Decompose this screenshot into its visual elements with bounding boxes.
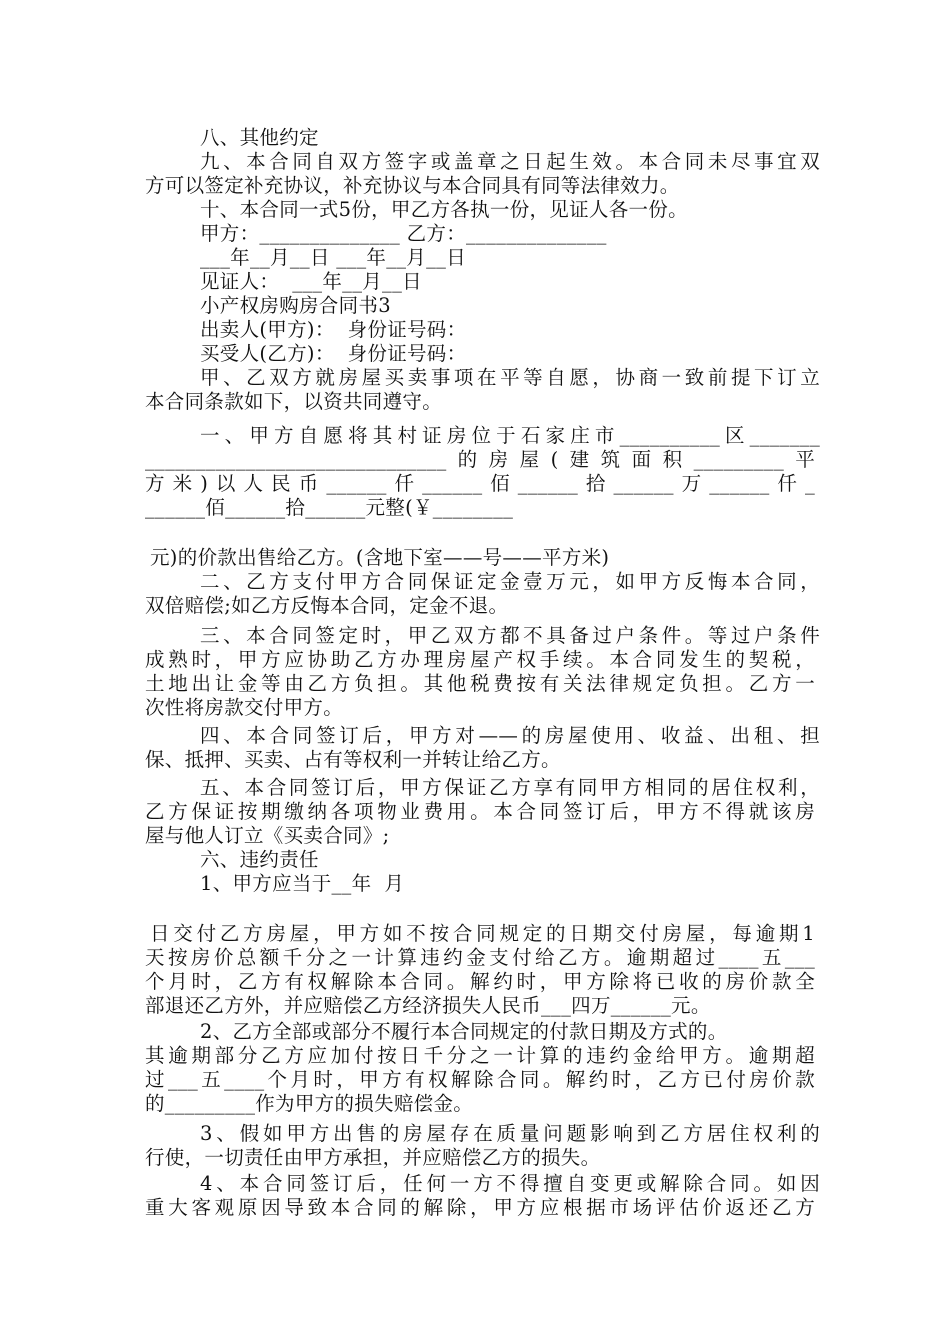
text-line: ______________________________的房屋(建筑面积_________平	[145, 448, 815, 471]
text-line: 1、甲方应当于__年 月	[200, 872, 405, 895]
text-line: 甲、乙双方就房屋买卖事项在平等自愿，协商一致前提下订立	[200, 366, 820, 389]
text-line: 个月时，乙方有权解除本合同。解约时，甲方除将已收的房价款全	[145, 970, 815, 993]
text-line: 其逾期部分乙方应加付按日千分之一计算的违约金给甲方。逾期超	[145, 1044, 815, 1067]
text-line: 日交付乙方房屋，甲方如不按合同规定的日期交付房屋，每逾期1	[150, 922, 815, 945]
text-line: 本合同条款如下，以资共同遵守。	[145, 390, 443, 413]
text-line: 双倍赔偿;如乙方反悔本合同，定金不退。	[145, 594, 509, 617]
section-heading-breach: 六、违约责任	[200, 848, 319, 871]
text-line: 次性将房款交付甲方。	[145, 696, 344, 719]
text-line: 重大客观原因导致本合同的解除，甲方应根据市场评估价返还乙方	[145, 1196, 815, 1219]
section-heading-other-terms: 八、其他约定	[200, 126, 319, 149]
text-line: 三、本合同签定时，甲乙双方都不具备过户条件。等过户条件	[200, 624, 820, 647]
buyer-line: 买受人(乙方)： 身份证号码：	[200, 342, 467, 365]
text-line: 四、本合同签订后，甲方对——的房屋使用、收益、出租、担	[200, 724, 820, 747]
text-line: 元)的价款出售给乙方。(含地下室——号——平方米)	[150, 546, 610, 569]
text-line: 屋与他人订立《买卖合同》;	[145, 824, 390, 847]
text-line: 成熟时，甲方应协助乙方办理房屋产权手续。本合同发生的契税，	[145, 648, 815, 671]
text-line: 九、本合同自双方签字或盖章之日起生效。本合同未尽事宜双	[200, 150, 820, 173]
text-line: 4、本合同签订后，任何一方不得擅自变更或解除合同。如因	[200, 1172, 820, 1195]
text-line: 五、本合同签订后，甲方保证乙方享有同甲方相同的居住权利，	[200, 776, 820, 799]
witness-line: 见证人： ___年__月__日	[200, 270, 422, 293]
signature-dates-line: ___年__月__日 ___年__月__日	[200, 246, 466, 269]
seller-line: 出卖人(甲方)： 身份证号码：	[200, 318, 467, 341]
text-line: 一、甲方自愿将其村证房位于石家庄市__________区_______	[200, 424, 820, 447]
text-line: ______佰______拾______元整(￥________	[145, 496, 514, 519]
text-line: 土地出让金等由乙方负担。其他税费按有关法律规定负担。乙方一	[145, 672, 815, 695]
text-line: 行使，一切责任由甲方承担，并应赔偿乙方的损失。	[145, 1146, 601, 1169]
text-line: 方米)以人民币______仟______佰______拾______万______仟_	[145, 472, 815, 495]
text-line: 过___五____个月时，甲方有权解除合同。解约时，乙方已付房价款	[145, 1068, 815, 1091]
text-line: 天按房价总额千分之一计算违约金支付给乙方。逾期超过____五___	[145, 946, 815, 969]
text-line: 二、乙方支付甲方合同保证定金壹万元，如甲方反悔本合同，	[200, 570, 820, 593]
text-line: 部退还乙方外，并应赔偿乙方经济损失人民币___四万______元。	[145, 994, 711, 1017]
text-line: 保、抵押、买卖、占有等权利一并转让给乙方。	[145, 748, 561, 771]
signature-parties-line: 甲方：______________ 乙方：______________	[200, 222, 607, 245]
text-line: 十、本合同一式5份，甲乙方各执一份，见证人各一份。	[200, 198, 688, 221]
text-line: 乙方保证按期缴纳各项物业费用。本合同签订后，甲方不得就该房	[145, 800, 815, 823]
text-line: 2、乙方全部或部分不履行本合同规定的付款日期及方式的。	[200, 1020, 728, 1043]
text-line: 3、假如甲方出售的房屋存在质量问题影响到乙方居住权利的	[200, 1122, 820, 1145]
text-line: 方可以签定补充协议，补充协议与本合同具有同等法律效力。	[145, 174, 680, 197]
text-line: 的_________作为甲方的损失赔偿金。	[145, 1092, 474, 1115]
contract-title: 小产权房购房合同书3	[200, 294, 391, 317]
